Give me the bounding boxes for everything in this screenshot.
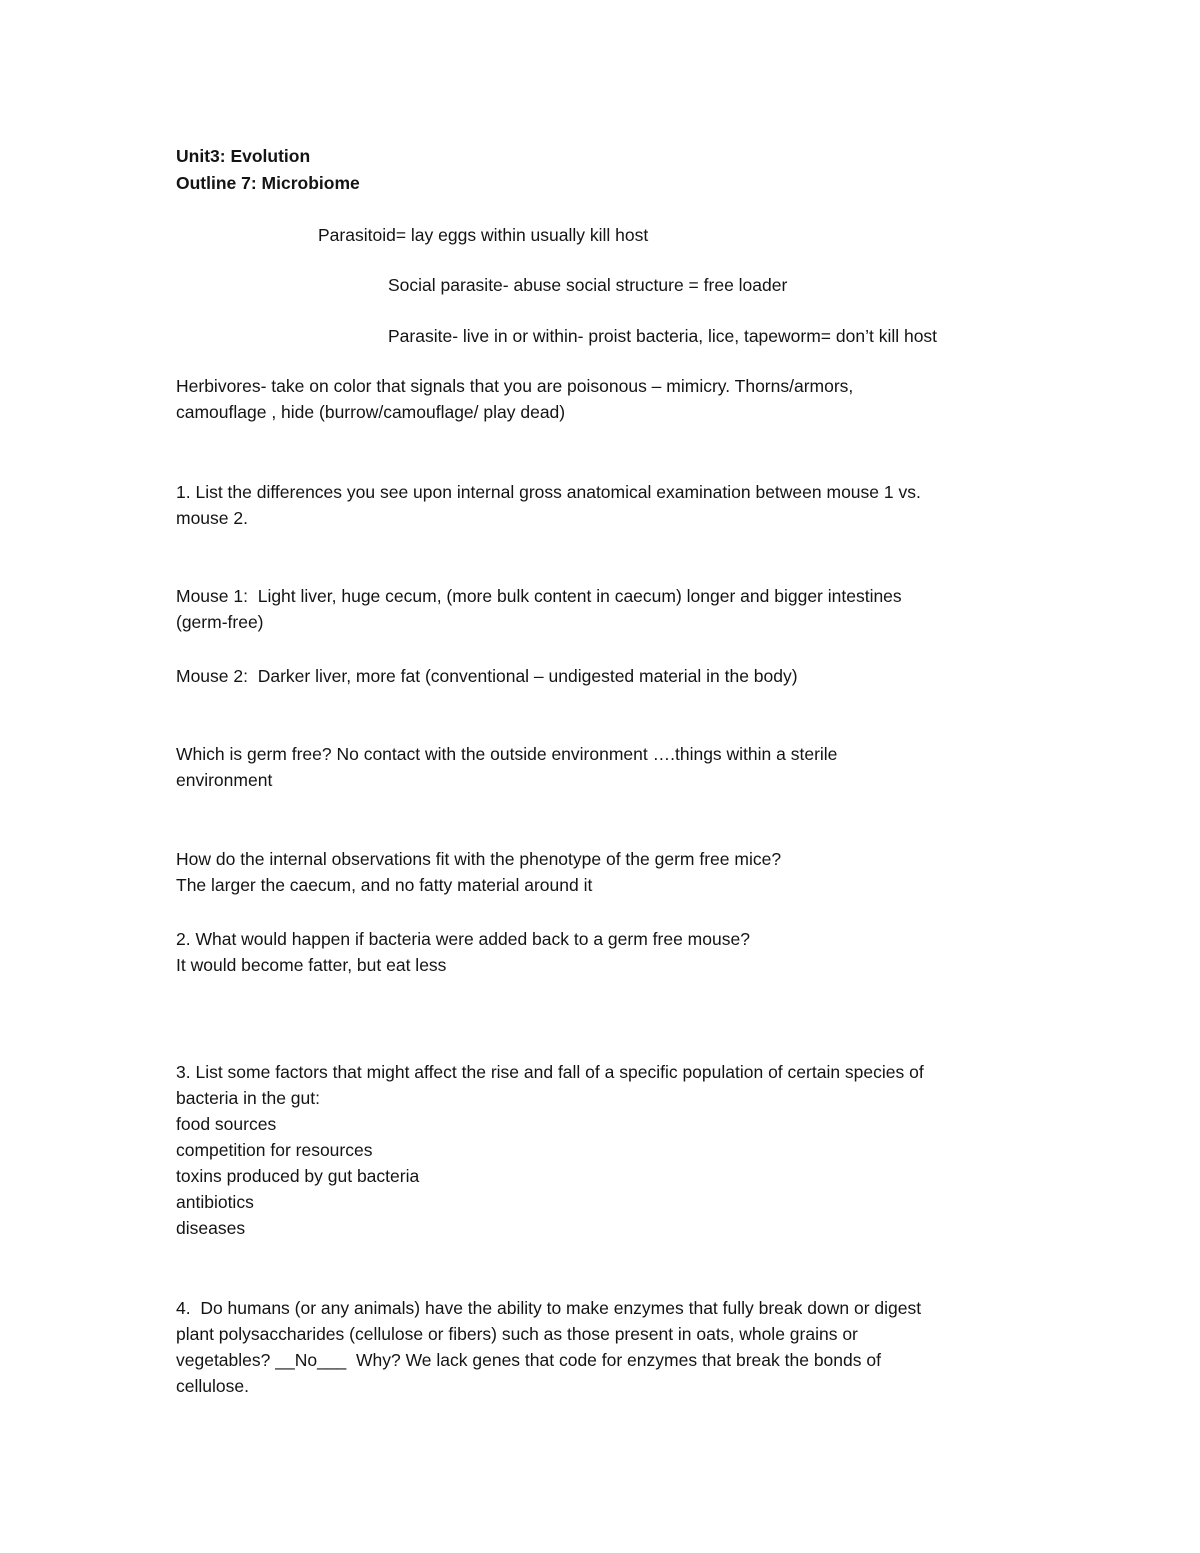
unit-heading: Unit3: Evolution: [176, 146, 311, 166]
question-4-line2: plant polysaccharides (cellulose or fibers) such as those present in oats, whole grains or: [176, 1324, 858, 1344]
mouse-1-answer-line2: (germ-free): [176, 612, 264, 632]
germ-free-answer-line2: environment: [176, 770, 273, 790]
question-2-answer: It would become fatter, but eat less: [176, 955, 447, 975]
herbivores-note-line1: Herbivores- take on color that signals that you are poisonous – mimicry. Thorns/armors,: [176, 376, 854, 396]
parasite-note: Parasite- live in or within- proist bacteria, lice, tapeworm= don’t kill host: [388, 326, 938, 346]
factor-list-item: toxins produced by gut bacteria: [176, 1166, 420, 1186]
factor-list-item: diseases: [176, 1218, 246, 1238]
mouse-1-answer-line1: Mouse 1: Light liver, huge cecum, (more bulk content in caecum) longer and bigger intestines: [176, 586, 902, 606]
phenotype-question: How do the internal observations fit with the phenotype of the germ free mice?: [176, 849, 782, 869]
question-3-line2: bacteria in the gut:: [176, 1088, 320, 1108]
question-2: 2. What would happen if bacteria were added back to a germ free mouse?: [176, 929, 750, 949]
question-4-line3: vegetables? __No___ Why? We lack genes that code for enzymes that break the bonds of: [176, 1350, 881, 1370]
social-parasite-note: Social parasite- abuse social structure = free loader: [388, 275, 788, 295]
question-1-line2: mouse 2.: [176, 508, 248, 528]
parasitoid-note: Parasitoid= lay eggs within usually kill host: [318, 225, 649, 245]
question-4-line4: cellulose.: [176, 1376, 249, 1396]
outline-heading: Outline 7: Microbiome: [176, 173, 360, 193]
question-1-line1: 1. List the differences you see upon internal gross anatomical examination between mouse 1 vs.: [176, 482, 921, 502]
question-4-line1: 4. Do humans (or any animals) have the ability to make enzymes that fully break down or digest: [176, 1298, 922, 1318]
question-3-line1: 3. List some factors that might affect the rise and fall of a specific population of certain species of: [176, 1062, 924, 1082]
factor-list-item: antibiotics: [176, 1192, 254, 1212]
herbivores-note-line2: camouflage , hide (burrow/camouflage/ play dead): [176, 402, 566, 422]
mouse-2-answer: Mouse 2: Darker liver, more fat (conventional – undigested material in the body): [176, 666, 798, 686]
germ-free-answer-line1: Which is germ free? No contact with the outside environment ….things within a sterile: [176, 744, 838, 764]
factor-list-item: food sources: [176, 1114, 277, 1134]
factor-list-item: competition for resources: [176, 1140, 373, 1160]
phenotype-answer: The larger the caecum, and no fatty material around it: [176, 875, 593, 895]
